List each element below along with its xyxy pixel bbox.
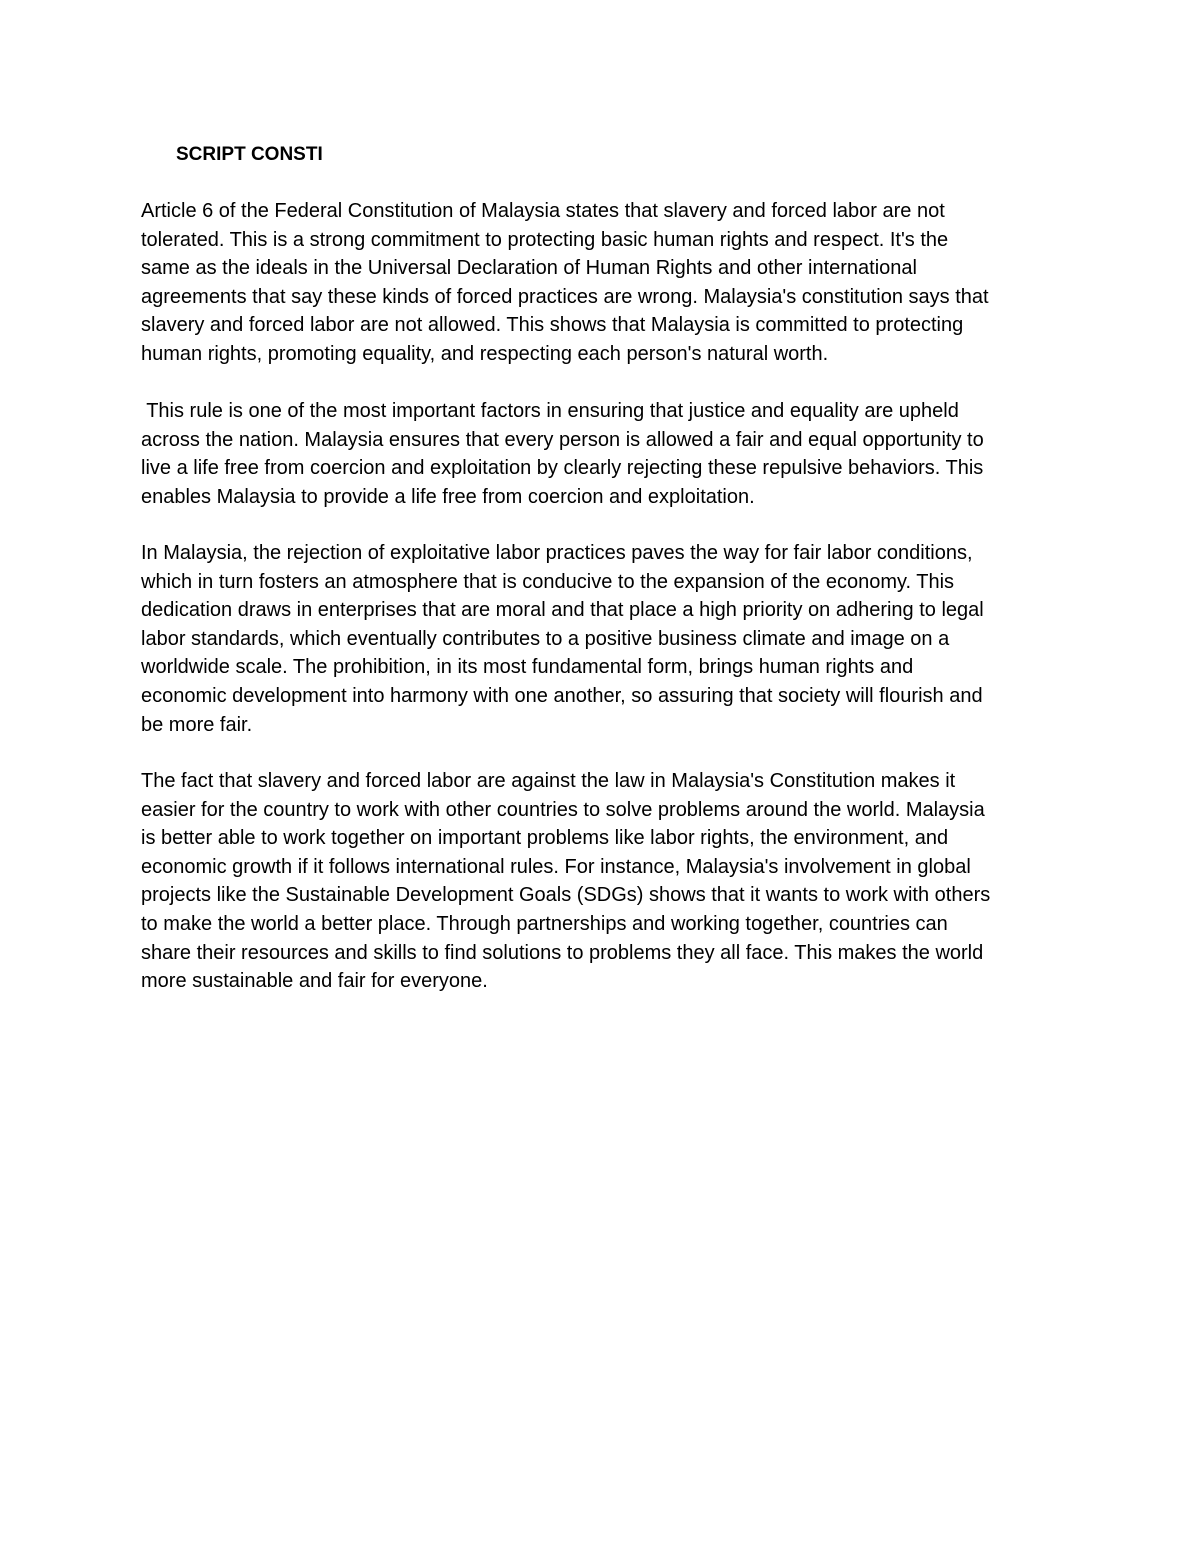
text-line: The fact that slavery and forced labor are against the law in Malaysia's Constitution makes it: [141, 770, 956, 792]
text-line: easier for the country to work with other countries to solve problems around the world. Malaysia: [141, 798, 985, 821]
text-line: agreements that say these kinds of forced practices are wrong. Malaysia's constitution says that: [141, 285, 989, 308]
text-line: economic growth if it follows international rules. For instance, Malaysia's involvement in global: [141, 855, 971, 878]
paragraph-3: [141, 539, 1066, 739]
text-line: slavery and forced labor are not allowed. This shows that Malaysia is committed to protecting: [141, 314, 964, 337]
text-line: economic development into harmony with one another, so assuring that society will flourish and: [141, 684, 983, 707]
text-line: worldwide scale. The prohibition, in its most fundamental form, brings human rights and: [141, 656, 914, 679]
paragraph-4: [141, 767, 1066, 996]
text-line: dedication draws in enterprises that are moral and that place a high priority on adhering to legal: [141, 599, 984, 622]
text-line: human rights, promoting equality, and respecting each person's natural worth.: [141, 342, 829, 365]
text-line: be more fair.: [141, 713, 253, 736]
text-line: live a life free from coercion and exploitation by clearly rejecting these repulsive behaviors. This: [141, 457, 984, 480]
text-line: tolerated. This is a strong commitment to protecting basic human rights and respect. It's the: [141, 228, 949, 251]
paragraph-2: [141, 397, 1066, 511]
text-line: In Malaysia, the rejection of exploitative labor practices paves the way for fair labor conditions,: [141, 542, 973, 564]
document-title: SCRIPT CONSTI: [176, 144, 323, 165]
paragraph-1: [141, 197, 1066, 369]
text-line: Article 6 of the Federal Constitution of Malaysia states that slavery and forced labor are not: [141, 200, 945, 222]
text-line: enables Malaysia to provide a life free from coercion and exploitation.: [141, 485, 755, 508]
text-line: This rule is one of the most important factors in ensuring that justice and equality are upheld: [141, 400, 959, 422]
text-line: across the nation. Malaysia ensures that every person is allowed a fair and equal opportunity to: [141, 428, 984, 451]
text-line: which in turn fosters an atmosphere that is conducive to the expansion of the economy. This: [141, 570, 955, 593]
text-line: is better able to work together on important problems like labor rights, the environment, and: [141, 827, 949, 850]
text-line: same as the ideals in the Universal Declaration of Human Rights and other international: [141, 257, 917, 280]
text-line: projects like the Sustainable Development Goals (SDGs) shows that it wants to work with others: [141, 884, 991, 907]
text-line: share their resources and skills to find solutions to problems they all face. This makes the world: [141, 941, 984, 964]
text-line: labor standards, which eventually contributes to a positive business climate and image on a: [141, 627, 950, 650]
text-line: to make the world a better place. Through partnerships and working together, countries can: [141, 912, 948, 935]
text-line: more sustainable and fair for everyone.: [141, 970, 488, 993]
